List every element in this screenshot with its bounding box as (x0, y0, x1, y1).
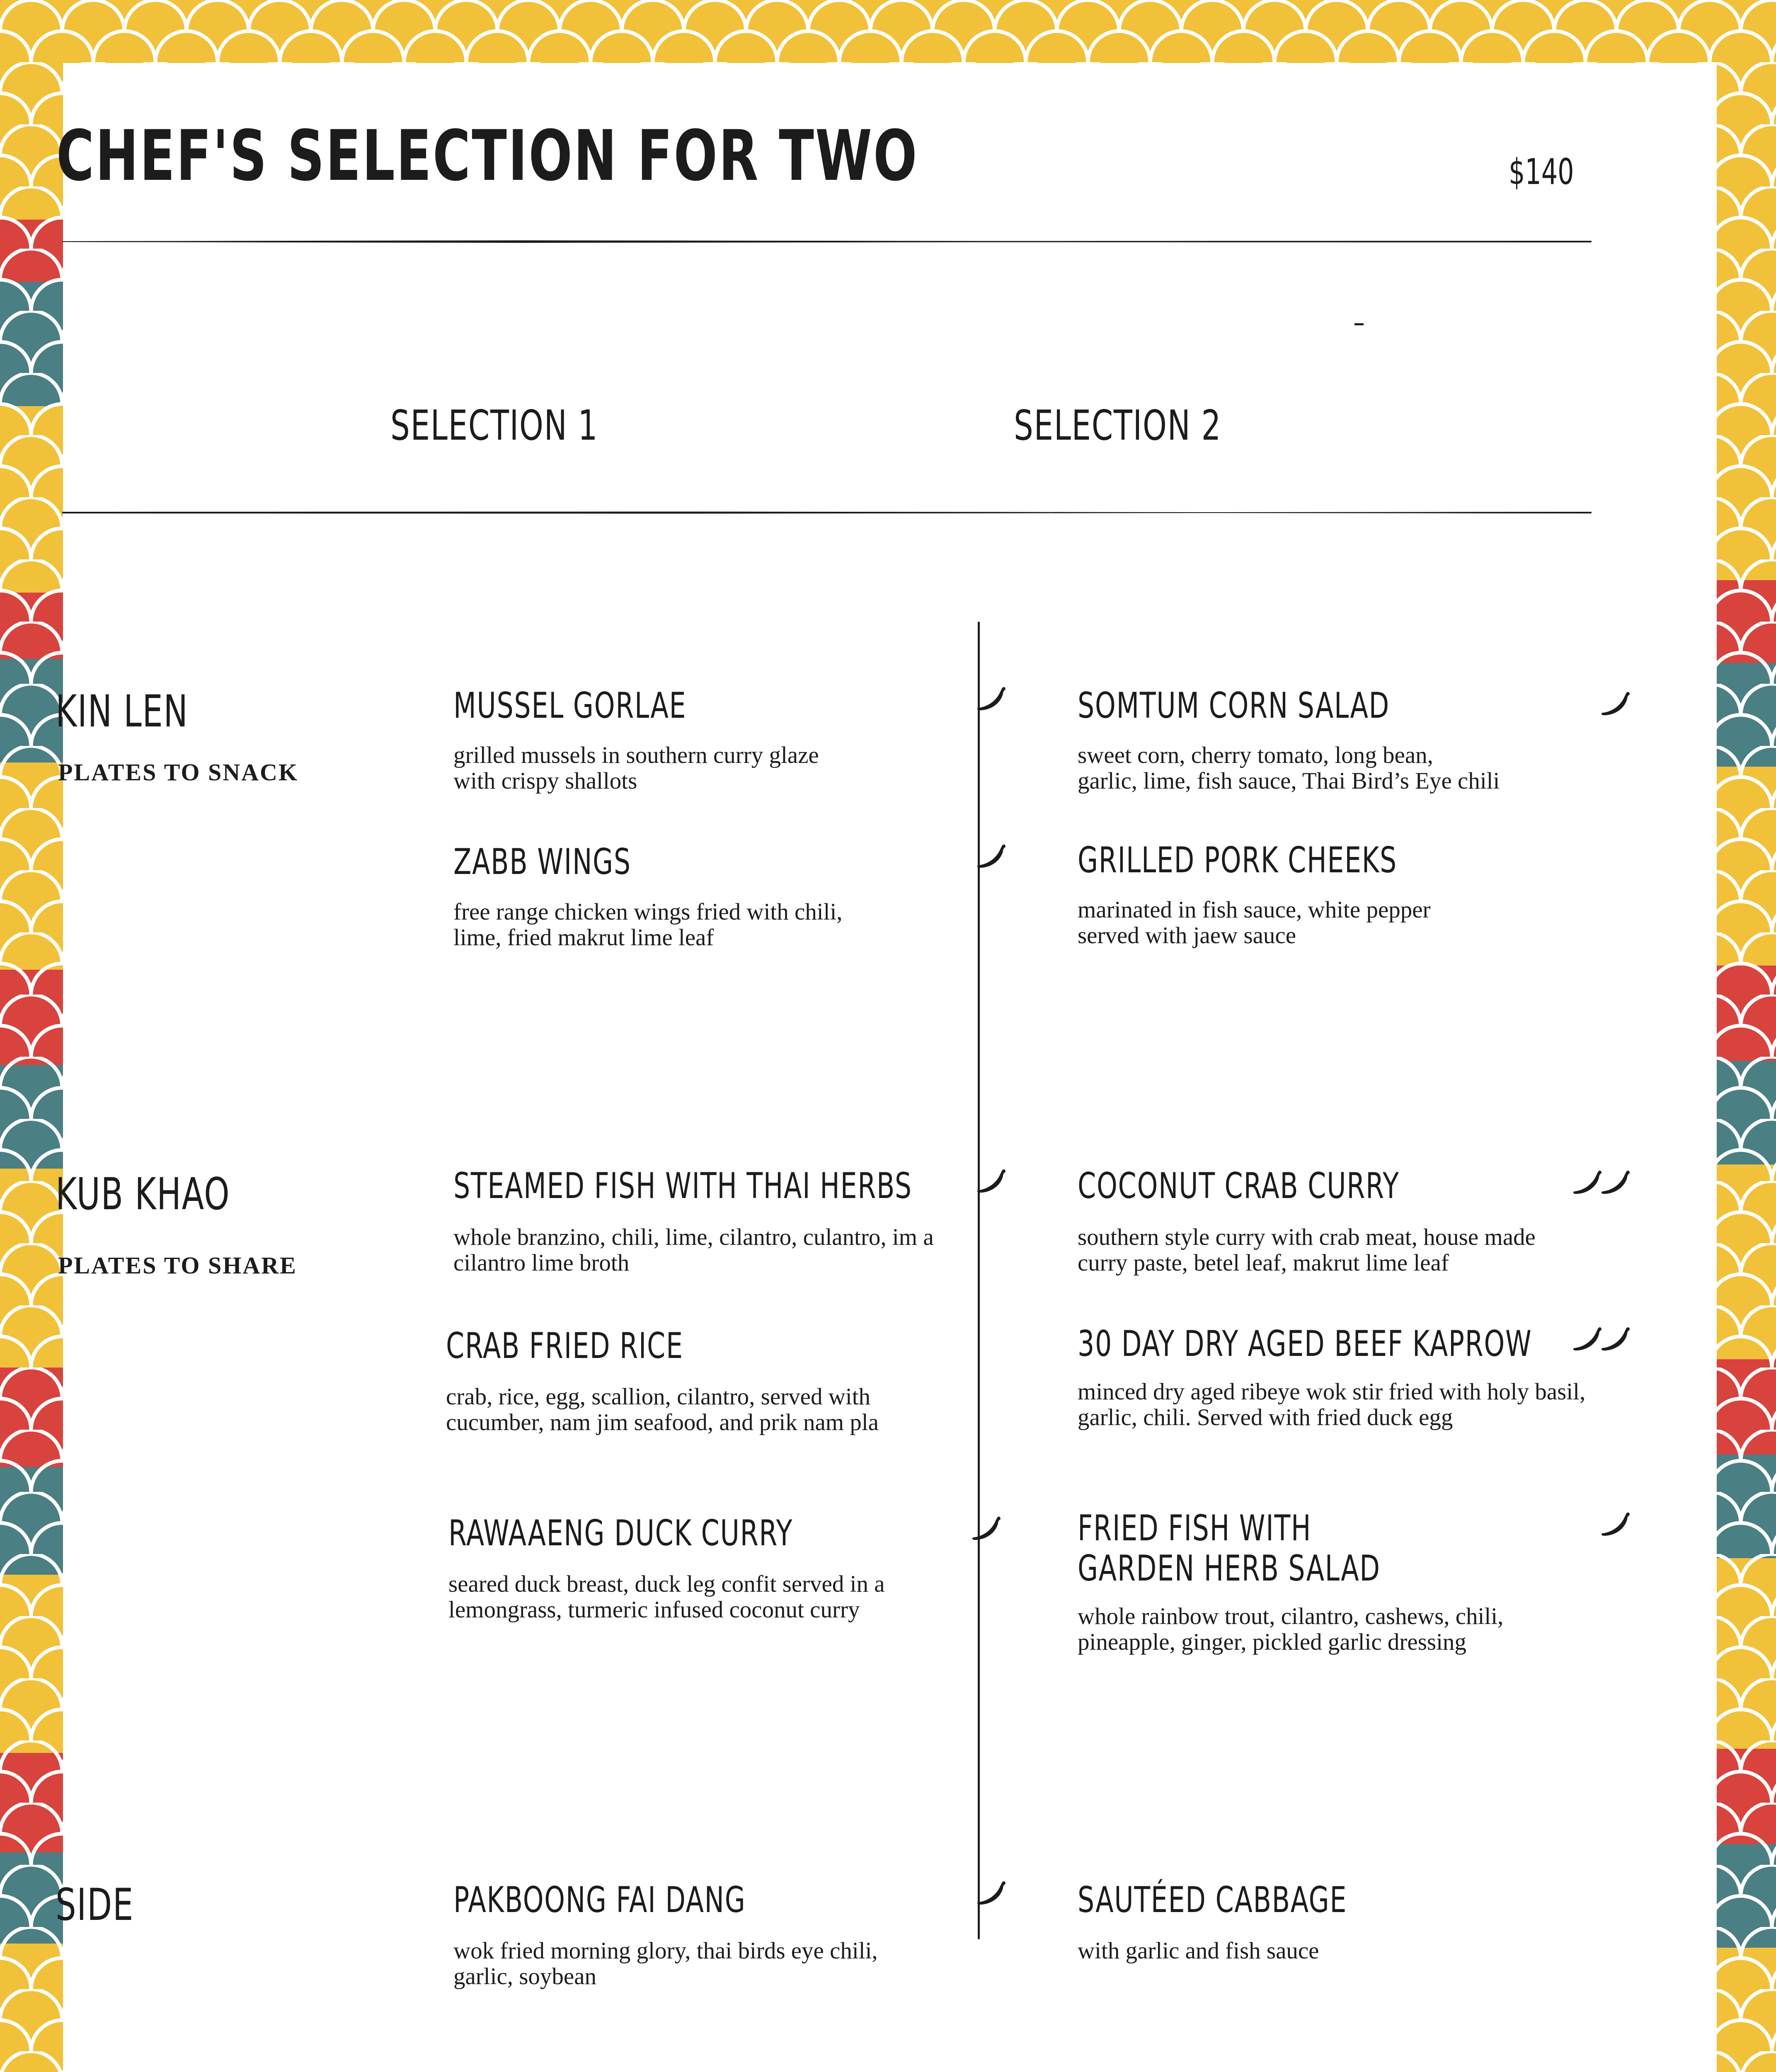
category-title-side: SIDE (56, 1879, 134, 1930)
page-title: CHEF'S SELECTION FOR TWO (56, 115, 918, 196)
menu-item-description: seared duck breast, duck leg confit served in a lemongrass, turmeric infused coconut curry (448, 1571, 885, 1623)
menu-item-name: MUSSEL GORLAE (453, 685, 687, 726)
chili-pepper-icon (1599, 688, 1632, 717)
menu-item-name: ZABB WINGS (453, 841, 631, 883)
menu-item-description: free range chicken wings fried with chili, lime, fried makrut lime leaf (453, 899, 843, 951)
category-title-kin-len: KIN LEN (56, 686, 189, 737)
category-subtitle-kub-khao: PLATES TO SHARE (58, 1252, 297, 1279)
chili-pepper-icon (975, 840, 1008, 869)
menu-item-description: marinated in fish sauce, white pepper served with jaew sauce (1078, 897, 1431, 949)
menu-item-description: whole branzino, chili, lime, cilantro, culantro, im a cilantro lime broth (453, 1224, 934, 1276)
chili-pepper-icon (975, 1165, 1008, 1194)
menu-item-name: COCONUT CRAB CURRY (1078, 1165, 1400, 1207)
column-divider (978, 622, 980, 1939)
menu-item-description: minced dry aged ribeye wok stir fried with holy basil, garlic, chili. Served with fried duck egg (1078, 1379, 1586, 1431)
menu-item-name: PAKBOONG FAI DANG (453, 1879, 746, 1921)
menu-item-name: 30 DAY DRY AGED BEEF KAPROW (1078, 1323, 1532, 1365)
menu-item-description: sweet corn, cherry tomato, long bean, garlic, lime, fish sauce, Thai Bird’s Eye chili (1078, 742, 1500, 794)
chili-pepper-icon (975, 1877, 1008, 1906)
menu-item-name: RAWAAENG DUCK CURRY (448, 1513, 793, 1554)
price-label: $140 (1509, 151, 1574, 193)
menu-item-name: GRILLED PORK CHEEKS (1078, 840, 1397, 881)
column-heading-selection-2: SELECTION 2 (1014, 401, 1222, 450)
menu-item-name: STEAMED FISH WITH THAI HERBS (453, 1165, 912, 1207)
menu-item-name-line-1: FRIED FISH WITH (1078, 1508, 1312, 1549)
menu-item-description: wok fried morning glory, thai birds eye chili, garlic, soybean (453, 1938, 878, 1990)
menu-item-name: SAUTÉED CABBAGE (1078, 1879, 1347, 1921)
column-heading-selection-1: SELECTION 1 (390, 401, 598, 450)
category-title-kub-khao: KUB KHAO (56, 1169, 230, 1220)
chili-pepper-icon (970, 1513, 1003, 1542)
menu-item-description: whole rainbow trout, cilantro, cashews, chili, pineapple, ginger, pickled garlic dressing (1078, 1603, 1504, 1655)
menu-item-name: CRAB FRIED RICE (446, 1325, 683, 1367)
menu-item-description: with garlic and fish sauce (1078, 1938, 1319, 1964)
chili-pepper-icon (1599, 1167, 1632, 1196)
menu-item-description: southern style curry with crab meat, house made curry paste, betel leaf, makrut lime leaf (1078, 1224, 1536, 1276)
menu-panel (63, 63, 1717, 2072)
chili-pepper-icon (1599, 1508, 1632, 1537)
menu-item-name-line-2: GARDEN HERB SALAD (1078, 1548, 1381, 1589)
menu-item-description: crab, rice, egg, scallion, cilantro, served with cucumber, nam jim seafood, and prik nam pla (446, 1384, 879, 1435)
category-subtitle-kin-len: PLATES TO SNACK (58, 759, 299, 786)
menu-item-description: grilled mussels in southern curry glaze with crispy shallots (453, 742, 819, 794)
chili-pepper-icon (975, 683, 1008, 712)
menu-item-name: SOMTUM CORN SALAD (1078, 685, 1390, 726)
dash-mark (1354, 323, 1364, 325)
chili-pepper-icon (1599, 1323, 1632, 1352)
